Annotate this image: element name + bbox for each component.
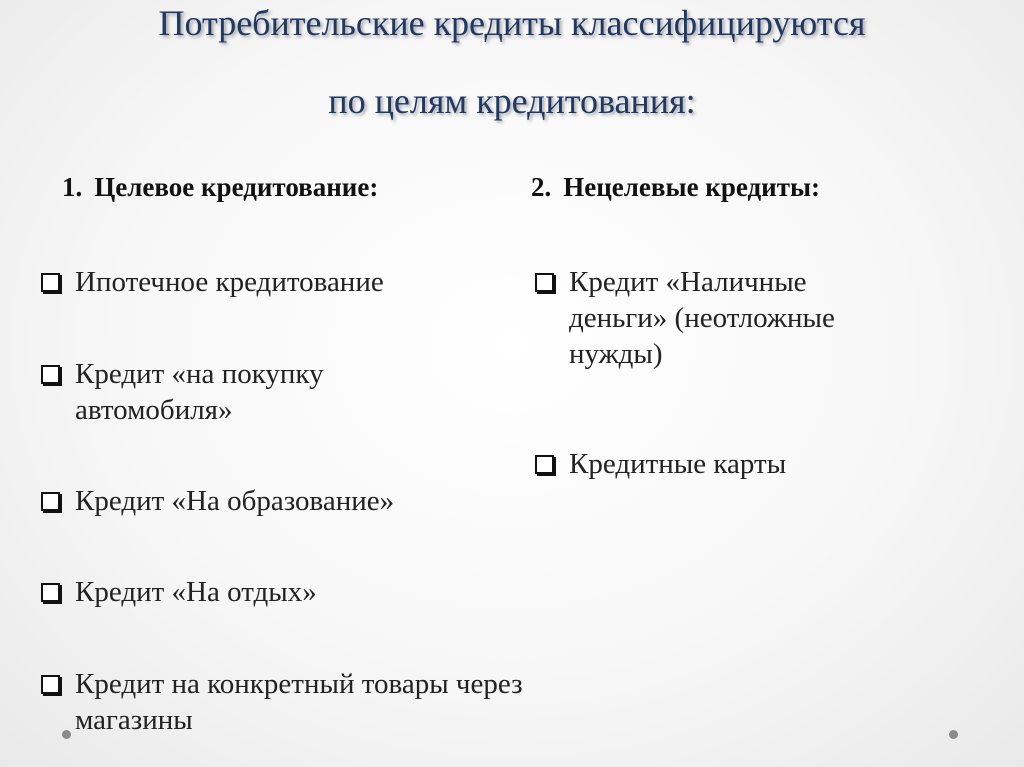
left-item-text: Ипотечное кредитование <box>75 266 384 298</box>
checkbox-bullet-icon <box>41 583 60 602</box>
left-item-goods-loan <box>75 666 525 738</box>
decorative-dot-left <box>62 730 71 739</box>
left-item-mortgage <box>75 264 515 300</box>
right-item-text: Кредит «Наличные деньги» (неотложные нужды) <box>569 266 835 370</box>
left-item-text: Кредит «На отдых» <box>75 576 317 608</box>
right-column-heading <box>531 172 820 203</box>
left-column-heading-text: Целевое кредитование: <box>94 172 379 202</box>
left-item-text: Кредит «На образование» <box>75 485 395 517</box>
right-item-text: Кредитные карты <box>569 448 787 480</box>
right-column-heading-text: Нецелевые кредиты: <box>563 172 821 202</box>
left-column-number: 1. <box>62 172 83 202</box>
left-item-text: Кредит на конкретный товары через магазины <box>75 668 523 736</box>
left-item-education-loan <box>75 483 515 519</box>
checkbox-bullet-icon <box>41 273 60 292</box>
decorative-dot-right <box>949 730 958 739</box>
checkbox-bullet-icon <box>535 455 554 474</box>
slide-title-line-1: Потребительские кредиты классифицируются <box>158 3 866 43</box>
checkbox-bullet-icon <box>535 273 554 292</box>
slide-title-line-2: по целям кредитования: <box>328 81 696 121</box>
checkbox-bullet-icon <box>41 365 60 384</box>
right-item-credit-cards <box>569 446 899 482</box>
right-item-cash-loan <box>569 264 899 372</box>
checkbox-bullet-icon <box>41 675 60 694</box>
right-column-number: 2. <box>531 172 552 202</box>
left-item-text: Кредит «на покупку автомобиля» <box>75 358 324 426</box>
checkbox-bullet-icon <box>41 492 60 511</box>
left-item-vacation-loan <box>75 574 515 610</box>
left-column-heading <box>62 172 378 203</box>
left-item-car-loan <box>75 356 425 428</box>
